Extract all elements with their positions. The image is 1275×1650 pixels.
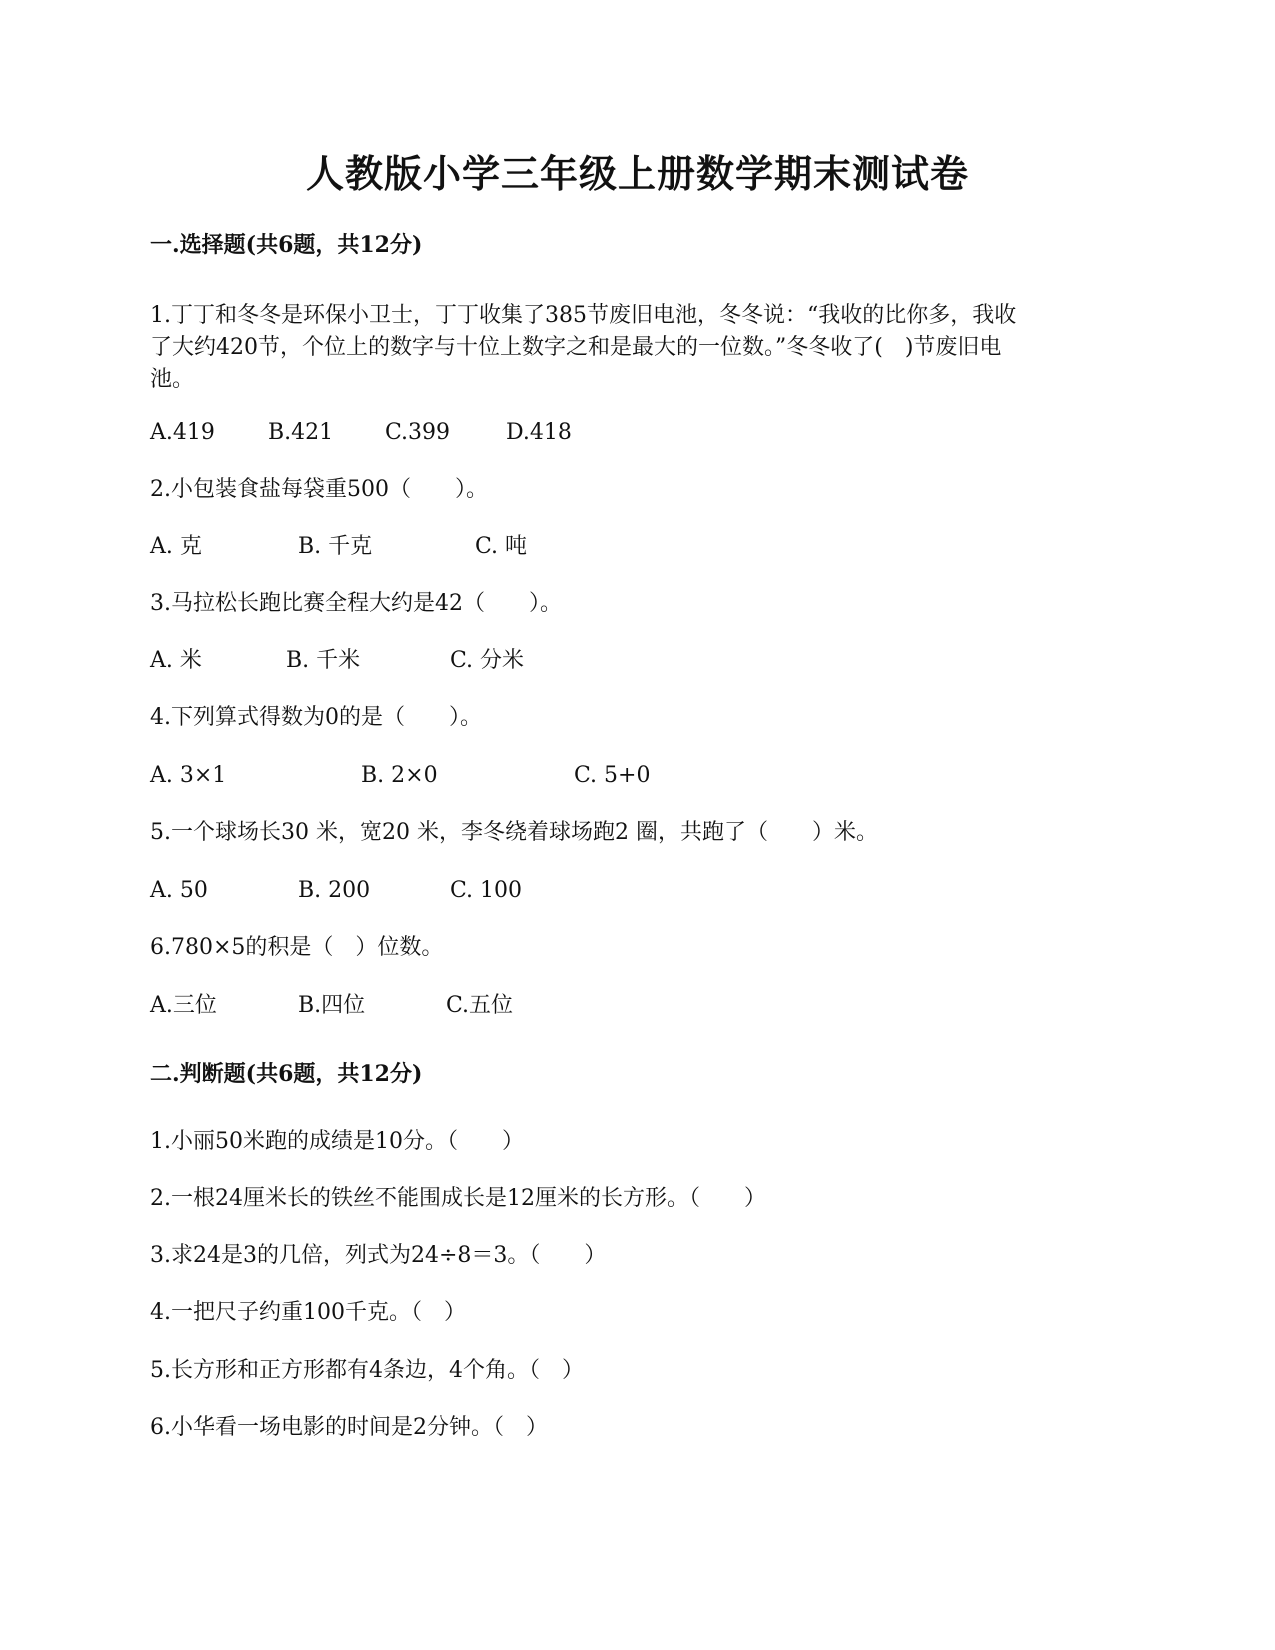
question-text: 2.小包装食盐每袋重500（ ）。: [150, 477, 488, 502]
option-b: B. 千克: [298, 534, 373, 559]
option-b: B. 千米: [286, 648, 361, 673]
question-text: 5.一个球场长30 米，宽20 米，李冬绕着球场跑2 圈，共跑了（ ）米。: [150, 820, 878, 845]
question-text: 4.一把尺子约重100千克。（ ）: [150, 1300, 466, 1325]
option-a: A. 3×1: [150, 763, 227, 788]
question-text: 5.长方形和正方形都有4条边，4个角。（ ）: [150, 1358, 584, 1383]
page-title: 人教版小学三年级上册数学期末测试卷: [305, 151, 969, 196]
option-a: A. 克: [150, 534, 202, 559]
option-a: A. 50: [150, 878, 208, 903]
option-a: A.三位: [150, 993, 217, 1018]
option-c: C.399: [385, 420, 451, 445]
question-text: 1.丁丁和冬冬是环保小卫士，丁丁收集了385节废旧电池，冬冬说：“我收的比你多，我收: [150, 303, 1017, 328]
question-text: 6.780×5的积是（ ）位数。: [150, 935, 444, 960]
option-a: A. 米: [150, 648, 202, 673]
question-text: 6.小华看一场电影的时间是2分钟。（ ）: [150, 1415, 548, 1440]
option-b: B.421: [268, 420, 334, 445]
option-b: B. 200: [298, 878, 371, 903]
question-text: 2.一根24厘米长的铁丝不能围成长是12厘米的长方形。（ ）: [150, 1186, 766, 1211]
section-heading-judgment: 二.判断题(共6题，共12分): [150, 1061, 423, 1087]
option-d: D.418: [506, 420, 572, 445]
question-text: 池。: [150, 367, 195, 392]
option-c: C.五位: [446, 993, 514, 1018]
option-b: B. 2×0: [361, 763, 438, 788]
question-text: 4.下列算式得数为0的是（ ）。: [150, 705, 482, 730]
option-c: C. 分米: [450, 648, 525, 673]
question-text: 了大约420节，个位上的数字与十位上数字之和是最大的一位数。”冬冬收了( )节废旧电: [150, 335, 1002, 360]
option-c: C. 5+0: [574, 763, 651, 788]
question-text: 1.小丽50米跑的成绩是10分。（ ）: [150, 1129, 524, 1154]
option-c: C. 吨: [475, 534, 528, 559]
question-text: 3.求24是3的几倍，列式为24÷8＝3。（ ）: [150, 1243, 607, 1268]
option-c: C. 100: [450, 878, 523, 903]
option-a: A.419: [150, 420, 215, 445]
section-heading-choice: 一.选择题(共6题，共12分): [150, 232, 423, 258]
question-text: 3.马拉松长跑比赛全程大约是42（ ）。: [150, 591, 562, 616]
option-b: B.四位: [298, 993, 366, 1018]
